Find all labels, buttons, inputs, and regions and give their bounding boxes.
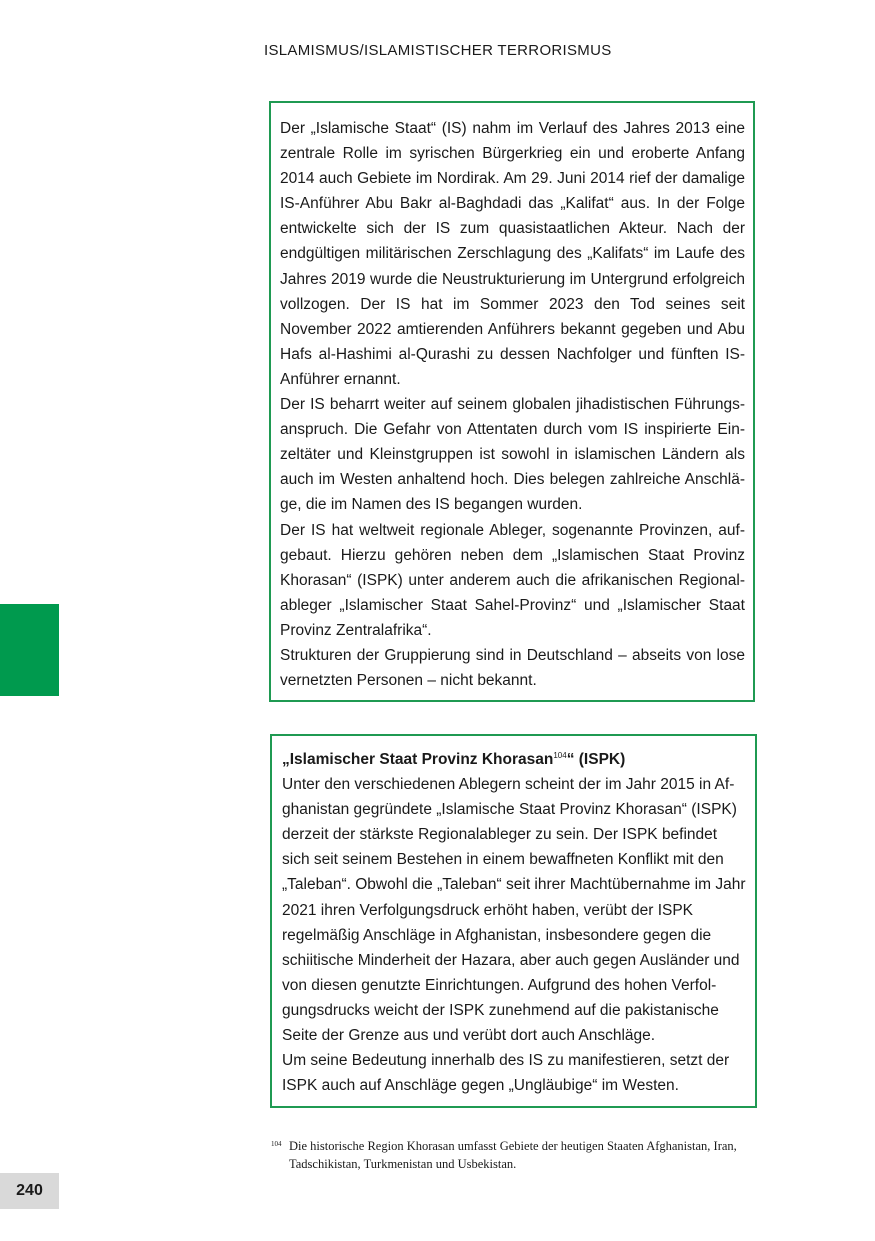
page-number-label: 240 xyxy=(16,1182,43,1199)
box1-paragraph-4: Strukturen der Gruppierung sind in Deutschland – abseits von lose vernetzten Personen – nicht bekannt. xyxy=(280,646,745,690)
footnote-number: 104 xyxy=(271,1140,282,1148)
footnote-text: Die historische Region Khorasan umfasst Gebiete der heutigen Staaten Afghanistan, Iran, Tadschikistan, Turkmenistan und Usbekistan. xyxy=(289,1139,737,1171)
box1-paragraph-1: Der „Islamische Staat“ (IS) nahm im Verlauf des Jahres 2013 eine zentrale Rolle im syrischen Bürgerkrieg ein und eroberte Anfang 2014 auch Gebiete im Nordirak. Am 29. Juni 2014 rief der damalige IS-Anführer Abu Bakr al-Baghdadi das „Kalifat“ aus. In der Folge entwickelte sich der IS zum quasistaatlichen Akteur. Nach der endgültigen militärischen Zerschlagung des „Kalifats“ im Laufe des Jahres 2019 wurde die Neustrukturierung im Untergrund erfolgreich vollzogen. Der IS hat im Sommer 2023 den Tod seines seit November 2022 amtierenden Anführers bekannt gegeben und Abu Hafs al-Hashimi al-Qurashi zu dessen Nachfolger und fünften IS-Anführer ernannt. xyxy=(280,120,745,388)
box1-paragraph-3: Der IS hat weltweit regionale Ableger, sogenannte Provinzen, aufgebaut. Hierzu gehören neben dem „Islamischen Staat Provinz Khorasan“ (ISPK) unter anderem auch die afrikanischen Regionalableger „Islamischer Staat Sahel-Provinz“ und „Islamischer Staat Provinz Zentralafrika“. xyxy=(280,521,745,639)
running-header: ISLAMISMUS/ISLAMISTISCHER TERRORISMUS xyxy=(264,42,612,59)
ispk-title-main: „Islamischer Staat Provinz Khorasan xyxy=(282,751,554,768)
box2-paragraph-2: Um seine Bedeutung innerhalb des IS zu manifestieren, setzt der ISPK auch auf Anschläge gegen „Ungläubige“ im Westen. xyxy=(282,1052,730,1095)
box1-paragraph-2: Der IS beharrt weiter auf seinem globalen jihadistischen Führungsanspruch. Die Gefahr von Attentaten durch vom IS inspirierte Einzeltäter und Kleinstgruppen ist sowohl in islamischen Ländern als auch im Westen anhaltend hoch. Dies belegen zahlreiche Anschläge, die im Namen des IS begangen wurden. xyxy=(280,396,745,514)
box2-paragraph-1: Unter den verschiedenen Ablegern scheint der im Jahr 2015 in Afghanistan gegründete „Islamische Staat Provinz Khorasan“ (ISPK) derzeit der stärkste Regionalableger zu sein. Der ISPK befindet sich seit seinem Bestehen in einem bewaffneten Konflikt mit den „Taleban“. Obwohl die „Taleban“ seit ihrer Machtübernahme im Jahr 2021 ihren Verfolgungsdruck erhöht haben, verübt der ISPK regelmäßig Anschläge in Afghanistan, insbesondere gegen die schiitische Minderheit der Hazara, aber auch gegen Ausländer und von diesen genutzte Einrichtungen. Aufgrund des hohen Verfolgungsdrucks weicht der ISPK zunehmend auf die pakistanische Seite der Grenze aus und verübt dort auch Anschläge. xyxy=(282,776,746,1045)
footnote-ref-104[interactable]: 104 xyxy=(553,751,567,760)
is-info-box xyxy=(269,101,755,702)
chapter-color-tab xyxy=(0,604,59,696)
ispk-info-box xyxy=(270,734,757,1108)
ispk-title-end: “ (ISPK) xyxy=(566,751,626,768)
page-number xyxy=(0,1173,59,1209)
footnote xyxy=(271,1137,757,1173)
ispk-box-title xyxy=(282,747,746,772)
